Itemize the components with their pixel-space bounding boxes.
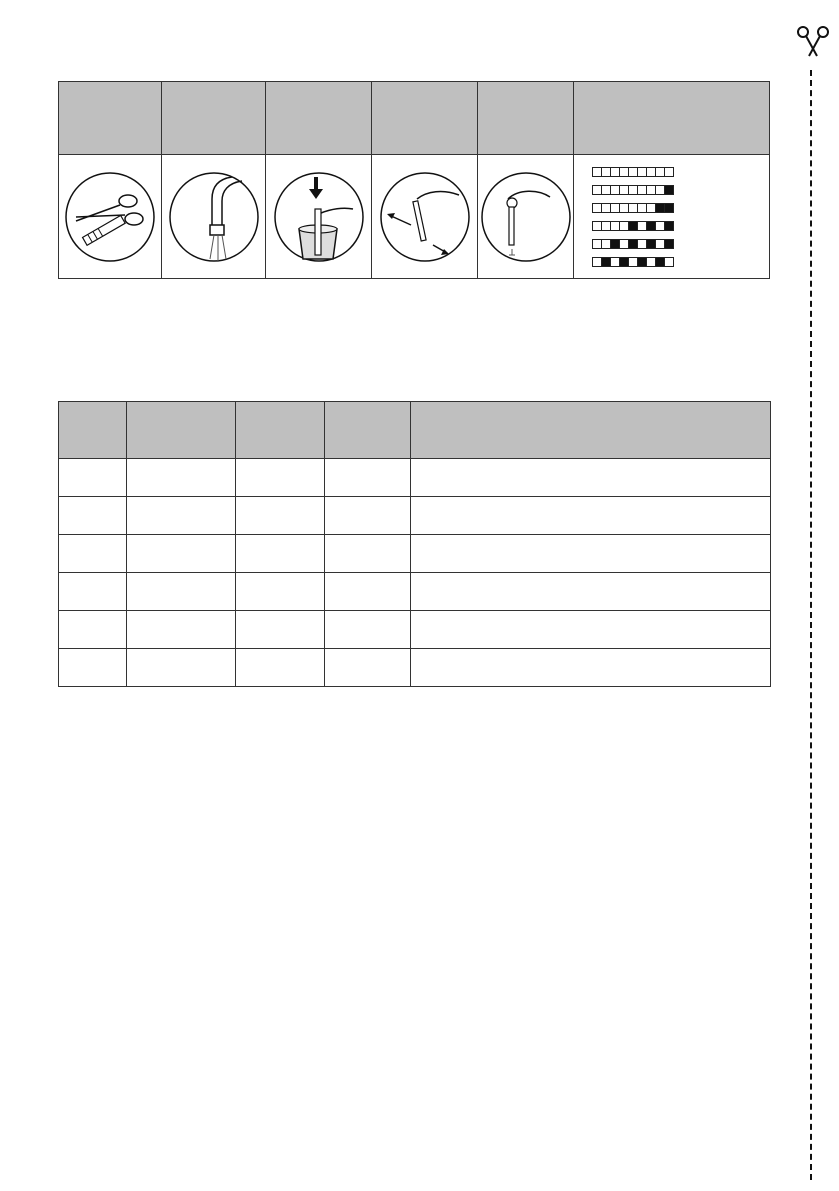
cut-line (810, 70, 812, 1180)
table-cell (59, 649, 127, 687)
table-cell (236, 649, 325, 687)
read-strip-icon (478, 169, 574, 265)
header-cell (59, 82, 162, 155)
header-cell (59, 402, 127, 459)
test-strip-1 (592, 167, 769, 177)
scissors-icon (793, 20, 833, 60)
step-cell (162, 155, 266, 279)
table-cell (236, 611, 325, 649)
table-row (59, 573, 771, 611)
table-cell (59, 535, 127, 573)
strip-square (664, 203, 674, 213)
table-cell (59, 497, 127, 535)
table-cell (411, 611, 771, 649)
hardness-color-scale (574, 167, 769, 267)
header-cell (236, 402, 325, 459)
test-strip-6 (592, 257, 769, 267)
strip-square (664, 167, 674, 177)
table-cell (411, 573, 771, 611)
instructions-illustration-row (59, 155, 770, 279)
table-cell (236, 459, 325, 497)
test-strip-2 (592, 185, 769, 195)
scissors-cut-strip-icon (62, 169, 158, 265)
table-cell (127, 535, 236, 573)
table-cell (411, 459, 771, 497)
table-cell (411, 649, 771, 687)
running-tap-water-icon (166, 169, 262, 265)
table-cell (59, 611, 127, 649)
header-cell (162, 82, 266, 155)
table-cell (325, 573, 411, 611)
table-cell (236, 573, 325, 611)
test-strip-4 (592, 221, 769, 231)
header-cell (478, 82, 574, 155)
header-cell (372, 82, 478, 155)
table-cell (127, 649, 236, 687)
table-cell (325, 649, 411, 687)
table-cell (127, 611, 236, 649)
hardness-table (58, 401, 771, 687)
test-strip-5 (592, 239, 769, 249)
color-scale-cell (574, 155, 770, 279)
shake-strip-icon (377, 169, 473, 265)
test-strip-3 (592, 203, 769, 213)
table-row (59, 535, 771, 573)
dip-strip-in-glass-icon (271, 169, 367, 265)
table-cell (127, 497, 236, 535)
table-cell (325, 535, 411, 573)
step-cell (59, 155, 162, 279)
table-cell (59, 573, 127, 611)
header-cell (266, 82, 372, 155)
header-cell (325, 402, 411, 459)
table-cell (325, 459, 411, 497)
instructions-header-row (59, 82, 770, 155)
table-row (59, 459, 771, 497)
header-cell (127, 402, 236, 459)
strip-square (664, 239, 674, 249)
table-cell (59, 459, 127, 497)
table-cell (127, 573, 236, 611)
table-cell (411, 497, 771, 535)
table-cell (325, 611, 411, 649)
header-cell (411, 402, 771, 459)
strip-square (664, 185, 674, 195)
table-row (59, 649, 771, 687)
table-cell (127, 459, 236, 497)
table-cell (236, 535, 325, 573)
header-cell (574, 82, 770, 155)
strip-square (664, 221, 674, 231)
table-cell (411, 535, 771, 573)
table-cell (325, 497, 411, 535)
table-cell (236, 497, 325, 535)
strip-square (664, 257, 674, 267)
step-cell (372, 155, 478, 279)
step-cell (478, 155, 574, 279)
instructions-table (58, 81, 770, 279)
table-row (59, 497, 771, 535)
step-cell (266, 155, 372, 279)
hardness-header-row (59, 402, 771, 459)
table-row (59, 611, 771, 649)
